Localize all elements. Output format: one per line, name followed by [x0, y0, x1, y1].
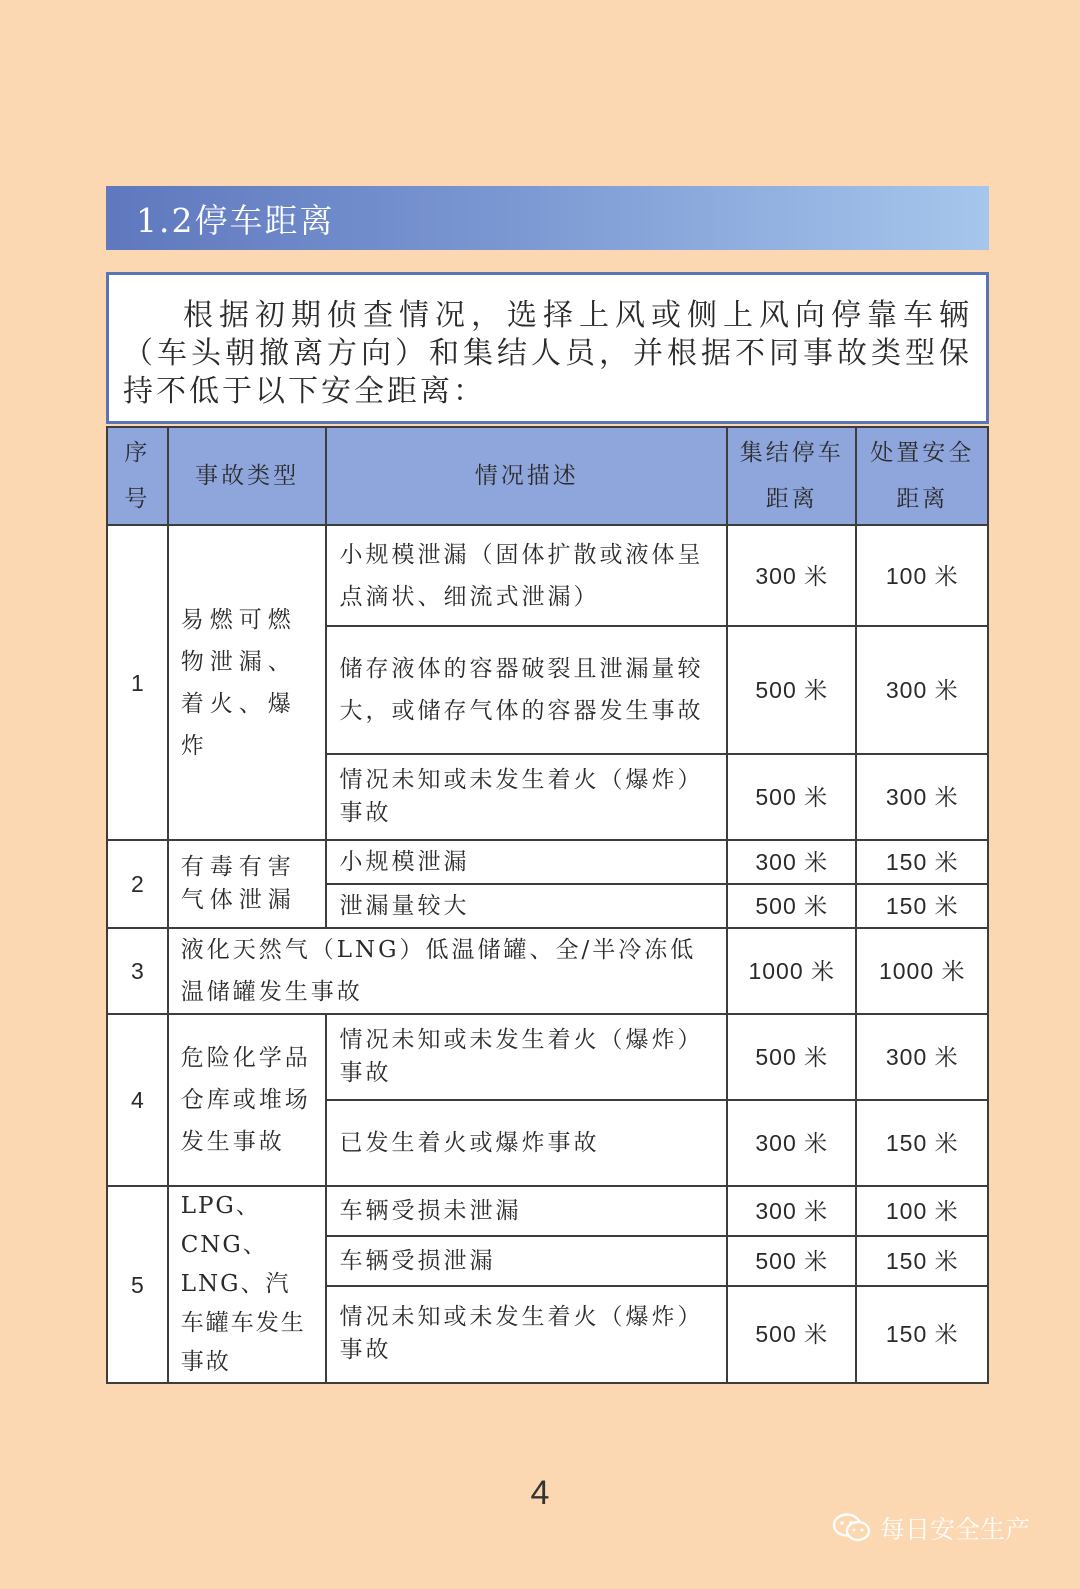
wechat-icon: [832, 1512, 872, 1544]
gather-distance: 300 米: [727, 1186, 856, 1236]
situation-desc: 情况未知或未发生着火（爆炸）事故: [326, 1014, 727, 1100]
incident-type: 液化天然气（LNG）低温储罐、全/半冷冻低温储罐发生事故: [168, 928, 727, 1014]
safe-distance: 100 米: [856, 1186, 988, 1236]
gather-distance: 500 米: [727, 1014, 856, 1100]
table-row: [107, 840, 988, 884]
incident-type: 危险化学品仓库或堆场发生事故: [168, 1014, 327, 1186]
safe-distance: 100 米: [856, 525, 988, 626]
watermark: [832, 1510, 1030, 1546]
page-number: 4: [530, 1474, 550, 1512]
safe-distance: 150 米: [856, 1286, 988, 1383]
situation-desc: 小规模泄漏: [326, 840, 727, 884]
table-row: [107, 525, 988, 626]
table-row: [107, 928, 988, 1014]
situation-desc: 小规模泄漏（固体扩散或液体呈点滴状、细流式泄漏）: [326, 525, 727, 626]
watermark-text: 每日安全生产: [880, 1515, 1031, 1544]
row-number: 5: [107, 1186, 168, 1383]
intro-text: 根据初期侦查情况，选择上风或侧上风向停靠车辆（车头朝撤离方向）和集结人员，并根据不同事故类型保持不低于以下安全距离：: [123, 298, 972, 409]
section-title: 1.2停车距离: [136, 200, 335, 240]
row-number: 1: [107, 525, 168, 840]
row-number: 2: [107, 840, 168, 928]
situation-desc: 储存液体的容器破裂且泄漏量较大，或储存气体的容器发生事故: [326, 626, 727, 754]
intro-box: [106, 272, 989, 424]
header-gather-distance: 集结停车距离: [727, 427, 856, 525]
header-no: 序号: [107, 427, 168, 525]
header-type: 事故类型: [168, 427, 327, 525]
header-desc: 情况描述: [326, 427, 727, 525]
gather-distance: 300 米: [727, 1100, 856, 1186]
gather-distance: 1000 米: [727, 928, 856, 1014]
gather-distance: 500 米: [727, 884, 856, 928]
safe-distance: 300 米: [856, 1014, 988, 1100]
distance-table: [106, 426, 989, 1384]
gather-distance: 300 米: [727, 840, 856, 884]
safe-distance: 150 米: [856, 1100, 988, 1186]
situation-desc: 已发生着火或爆炸事故: [326, 1100, 727, 1186]
gather-distance: 500 米: [727, 754, 856, 840]
safe-distance: 300 米: [856, 626, 988, 754]
incident-type: LPG、CNG、LNG、汽车罐车发生事故: [168, 1186, 327, 1383]
table-row: [107, 1186, 988, 1236]
gather-distance: 500 米: [727, 1286, 856, 1383]
situation-desc: 车辆受损未泄漏: [326, 1186, 727, 1236]
safe-distance: 300 米: [856, 754, 988, 840]
table-row: [107, 1014, 988, 1100]
header-safe-distance: 处置安全距离: [856, 427, 988, 525]
situation-desc: 情况未知或未发生着火（爆炸）事故: [326, 1286, 727, 1383]
safe-distance: 150 米: [856, 840, 988, 884]
section-header: [106, 186, 989, 250]
table-header-row: [107, 427, 988, 525]
incident-type: 有毒有害气体泄漏: [168, 840, 327, 928]
row-number: 4: [107, 1014, 168, 1186]
gather-distance: 300 米: [727, 525, 856, 626]
situation-desc: 车辆受损泄漏: [326, 1236, 727, 1286]
safe-distance: 150 米: [856, 1236, 988, 1286]
row-number: 3: [107, 928, 168, 1014]
gather-distance: 500 米: [727, 1236, 856, 1286]
gather-distance: 500 米: [727, 626, 856, 754]
situation-desc: 情况未知或未发生着火（爆炸）事故: [326, 754, 727, 840]
safe-distance: 1000 米: [856, 928, 988, 1014]
situation-desc: 泄漏量较大: [326, 884, 727, 928]
incident-type: 易燃可燃物泄漏、着火、爆炸: [168, 525, 327, 840]
safe-distance: 150 米: [856, 884, 988, 928]
